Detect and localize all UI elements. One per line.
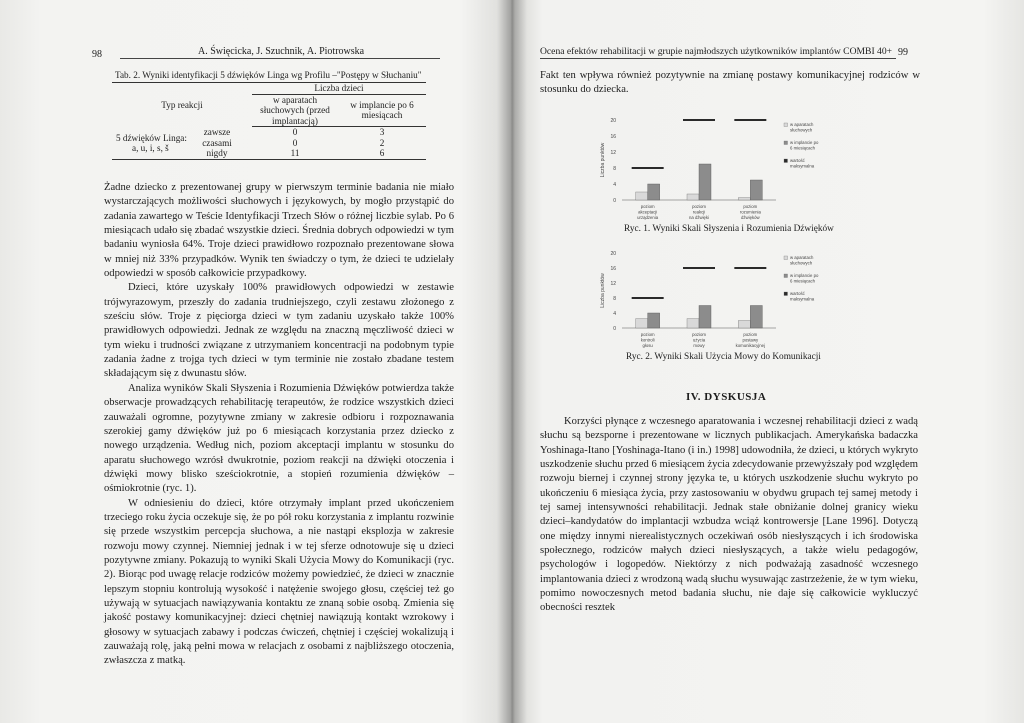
bar-implant xyxy=(648,313,660,328)
y-axis-label: Liczba punktów xyxy=(600,142,606,178)
table-row: czasami xyxy=(202,137,232,148)
legend-label: w aparatach xyxy=(790,255,814,260)
table-cell: 2 xyxy=(379,137,385,148)
x-category-label: postawy xyxy=(742,337,759,343)
table-header-group: Liczba dzieci xyxy=(252,83,426,94)
row-label: 5 dźwięków Linga: a, u, i, s, š xyxy=(116,132,187,153)
table-header-reaction: Typ reakcji xyxy=(161,99,203,110)
table-cell: 0 xyxy=(292,137,298,148)
legend-label: w implancie po xyxy=(790,140,819,145)
y-tick-label: 8 xyxy=(613,166,616,172)
x-category-label: dźwięków xyxy=(741,215,760,220)
legend-label: w implancie po xyxy=(790,273,819,278)
legend-label: 6 miesiącach xyxy=(790,278,816,284)
y-tick-label: 4 xyxy=(613,311,616,317)
legend-label: wartość xyxy=(790,158,805,163)
figure-1-caption: Ryc. 1. Wyniki Skali Słyszenia i Rozumienia Dźwięków xyxy=(624,224,834,234)
bar-aids xyxy=(636,319,648,328)
figure-2-caption: Ryc. 2. Wyniki Skali Użycia Mowy do Komunikacji xyxy=(626,352,821,362)
legend-swatch xyxy=(784,256,788,260)
results-table xyxy=(112,82,426,160)
paragraph: Dzieci, które uzyskały 100% prawidłowych odpowiedzi w zestawie trójwyrazowym, przeszły do zadania trudniejszego, czyli zestawu złożonego z sześciu słów. Troje z pięciorga dzieci w tym zadaniu uzyskało także 100% prawidłowych odpowiedzi. Jednak ze względu na znaczną męczliwość dzieci w tym wieku i trudności związane z utrzymaniem koncentracji na podobnym typie zadania żadne z trojga tych dzieci w tym terminie nie zostało zbadane testem składającym się z dwunastu słów. xyxy=(104,282,454,380)
x-category-label: poziom xyxy=(692,332,706,337)
y-axis-label: Liczba punktów xyxy=(600,273,606,308)
y-tick-label: 16 xyxy=(610,266,616,272)
paragraph: Analiza wyników Skali Słyszenia i Rozumienia Dźwięków potwierdza także obserwacje prowadzących rehabilitację terapeutów, że rodzice wszystkich dzieci zauważali ogromne, pozytywne zmiany w zakresie odbioru i rozpoznawania szerokiej gamy dźwięków już po 6 miesiącach korzystania przez dziecko z nowego urządzenia. Według nich, poziom akceptacji implantu w stosunku do aparatu słuchowego wzrósł dwukrotnie, poziom reakcji na dźwięki otoczenia i dźwięki mowy blisko sześciokrotnie, a stopień rozumienia dźwięków – ośmiokrotnie (ryc. 1). xyxy=(104,382,454,495)
x-category-label: użycia xyxy=(692,337,706,343)
table-cell: 6 xyxy=(379,148,385,158)
bar-aids xyxy=(687,319,699,328)
table-row: 5 dźwięków Linga: a, u, i, s, š zawsze xyxy=(116,126,231,153)
x-category-label: akceptacji xyxy=(638,209,658,215)
bar-implant xyxy=(750,180,762,200)
table-cell: 0 xyxy=(292,127,298,137)
legend-label: maksymalna xyxy=(790,163,815,169)
bar-aids xyxy=(738,198,750,200)
legend-label: wartość xyxy=(790,291,805,296)
y-tick-label: 0 xyxy=(613,198,616,204)
table-header-implant: w implancie po 6 miesiącach xyxy=(338,94,426,127)
bar-implant xyxy=(750,306,762,329)
bar-aids xyxy=(687,194,699,200)
legend-swatch xyxy=(784,123,788,127)
bar-implant xyxy=(699,306,711,329)
bar-aids xyxy=(636,192,648,200)
right-page xyxy=(512,0,1024,723)
x-category-label: poziom xyxy=(640,332,655,337)
x-category-label: rozumienia xyxy=(739,209,761,215)
legend-label: 6 miesiącach xyxy=(790,145,816,151)
y-tick-label: 16 xyxy=(610,134,616,140)
legend-swatch xyxy=(784,141,788,145)
y-tick-label: 12 xyxy=(610,281,616,287)
x-category-label: kontroli xyxy=(640,337,655,343)
x-category-label: mowy xyxy=(693,343,705,348)
bar-implant xyxy=(699,164,711,200)
x-category-label: poziom xyxy=(743,332,758,337)
bar-implant xyxy=(648,184,660,200)
y-tick-label: 12 xyxy=(610,150,616,156)
table-cell: 11 xyxy=(290,148,300,158)
bar-aids xyxy=(738,321,750,329)
discussion-text: Korzyści płynące z wczesnego aparatowania i wczesnej rehabilitacji dzieci z wadą słuchu są bezsporne i prezentowane w licznych publikacjach. Amerykańska badaczka Yoshinaga-Itano [Yoshinaga-Itano (i in.) 1998] udowodniła, że dzieci, u których wykryto uszkodzenie słuchu przed 6 miesiącem życia zdecydowanie przewyższały pod względem rozwoju biernej i czynnej strony języka te, u których uszkodzenie słuchu wykryto po ukończeniu 6 miesiąca życia, przy zastosowaniu w obydwu grupach tej samej metody i tej samej intensywności rehabilitacji. Jednak stałe obniżanie dolnej granicy wieku dzieci–kandydatów do implantacji wzbudza wciąż kontrowersje [Lane 1996]. Dotyczą one między innymi nierealistycznych oczekiwań osób niesłyszących i ich środowiska społecznego, rodziców małych dzieci niesłyszących, a także wielu pedagogów, psychologów i logopedów. Niektórzy z nich podważają zasadność wczesnego implantowania dzieci z wrodzoną wadą słuchu wysuwając zastrzeżenie, że w tym wieku, pomimo nowoczesnych metod badania słuchu, nie daje się całkowicie wykluczyć obecności resztek xyxy=(540,416,918,614)
legend-swatch xyxy=(784,274,788,278)
left-body-text xyxy=(104,181,454,669)
table-caption: Tab. 2. Wyniki identyfikacji 5 dźwięków Linga wg Profilu –"Postępy w Słuchaniu" xyxy=(115,70,422,80)
x-category-label: urządzenia xyxy=(637,215,659,220)
figure-2-chart xyxy=(596,243,826,358)
left-running-header: A. Święcicka, J. Szuchnik, A. Piotrowska xyxy=(120,46,440,59)
x-category-label: poziom xyxy=(640,204,655,209)
y-tick-label: 20 xyxy=(610,251,616,257)
left-page-number: 98 xyxy=(92,49,102,60)
right-page-number: 99 xyxy=(898,47,908,58)
y-tick-label: 8 xyxy=(613,296,616,302)
x-category-label: poziom xyxy=(743,204,758,209)
section-title: IV. DYSKUSJA xyxy=(686,391,767,403)
table-row: nigdy xyxy=(206,148,228,158)
x-category-label: na dźwięki xyxy=(688,215,710,220)
intro-text: Fakt ten wpływa również pozytywnie na zmianę postawy komunikacyjnej rodziców w stosunku do dziecka. xyxy=(540,70,920,95)
legend-swatch xyxy=(784,159,788,163)
legend-label: maksymalna xyxy=(790,296,815,302)
paragraph: W odniesieniu do dzieci, które otrzymały implant przed ukończeniem trzeciego roku życia oczekuje się, że po pół roku korzystania z implantu rozwinie się przede wszystkim percepcja słuchowa, a nie nastąpi eksplozja w zakresie rozwoju mowy czynnej. Niemniej jednak i w tej sferze odnotowuje się u dzieci pozytywne zmiany. Pokazują to wyniki Skali Użycia Mowy do Komunikacji (ryc. 2). Biorąc pod uwagę relacje rodziców możemy powiedzieć, że dzieci w znacznie lepszym stopniu kontrolują wysokość i natężenie swojego głosu, częściej też go używają w sytuacjach nawiązywania kontaktu ze znaną sobie osobą. Zmienia się jakość postawy komunikacyjnej: dzieci chętniej nawiązują kontakt wzrokowy i głosowy w sytuacjach zabawy i podczas ćwiczeń, chętniej i częściej wokalizują i zauważają rolę, jaką pełni mowa w relacjach z osobami z najbliższego otoczenia, zwłaszcza z matką. xyxy=(104,497,454,667)
legend-label: w aparatach xyxy=(790,122,814,127)
legend-swatch xyxy=(784,292,788,296)
x-category-label: poziom xyxy=(692,204,706,209)
x-category-label: reakcji xyxy=(692,209,706,215)
right-running-header: Ocena efektów rehabilitacji w grupie najmłodszych użytkowników implantów COMBI 40+ xyxy=(540,46,896,59)
paragraph: Żadne dziecko z prezentowanej grupy w pierwszym terminie badania nie miało wystarczających możliwości słuchowych i językowych, by mogło przystąpić do zadania zawartego w Teście Identyfikacji Trzech Słów o różnej liczbie sylab. Po 6 miesiącach udało się zbadać wszystkie dzieci. Średnia dobrych odpowiedzi w tym badaniu wyniosła 64%. Troje dzieci prawidłowo rozpoznało prezentowane słowa w mniej niż 33% przypadków. Wynik ten świadczy o tym, że dzieci te udzielały odpowiedzi w sposób całkowicie przypadkowy. xyxy=(104,182,454,280)
figure-1-chart xyxy=(596,110,826,230)
legend-label: słuchowych xyxy=(790,260,813,266)
x-category-label: głosu xyxy=(642,343,653,348)
y-tick-label: 20 xyxy=(610,118,616,124)
y-tick-label: 4 xyxy=(613,182,616,188)
table-cell: 3 xyxy=(379,127,385,137)
table-header-aids: w aparatach słuchowych (przed implantacją) xyxy=(252,94,338,127)
x-category-label: komunikacyjnej xyxy=(735,343,766,348)
y-tick-label: 0 xyxy=(613,326,616,332)
legend-label: słuchowych xyxy=(790,127,813,133)
book-gutter xyxy=(497,0,527,723)
